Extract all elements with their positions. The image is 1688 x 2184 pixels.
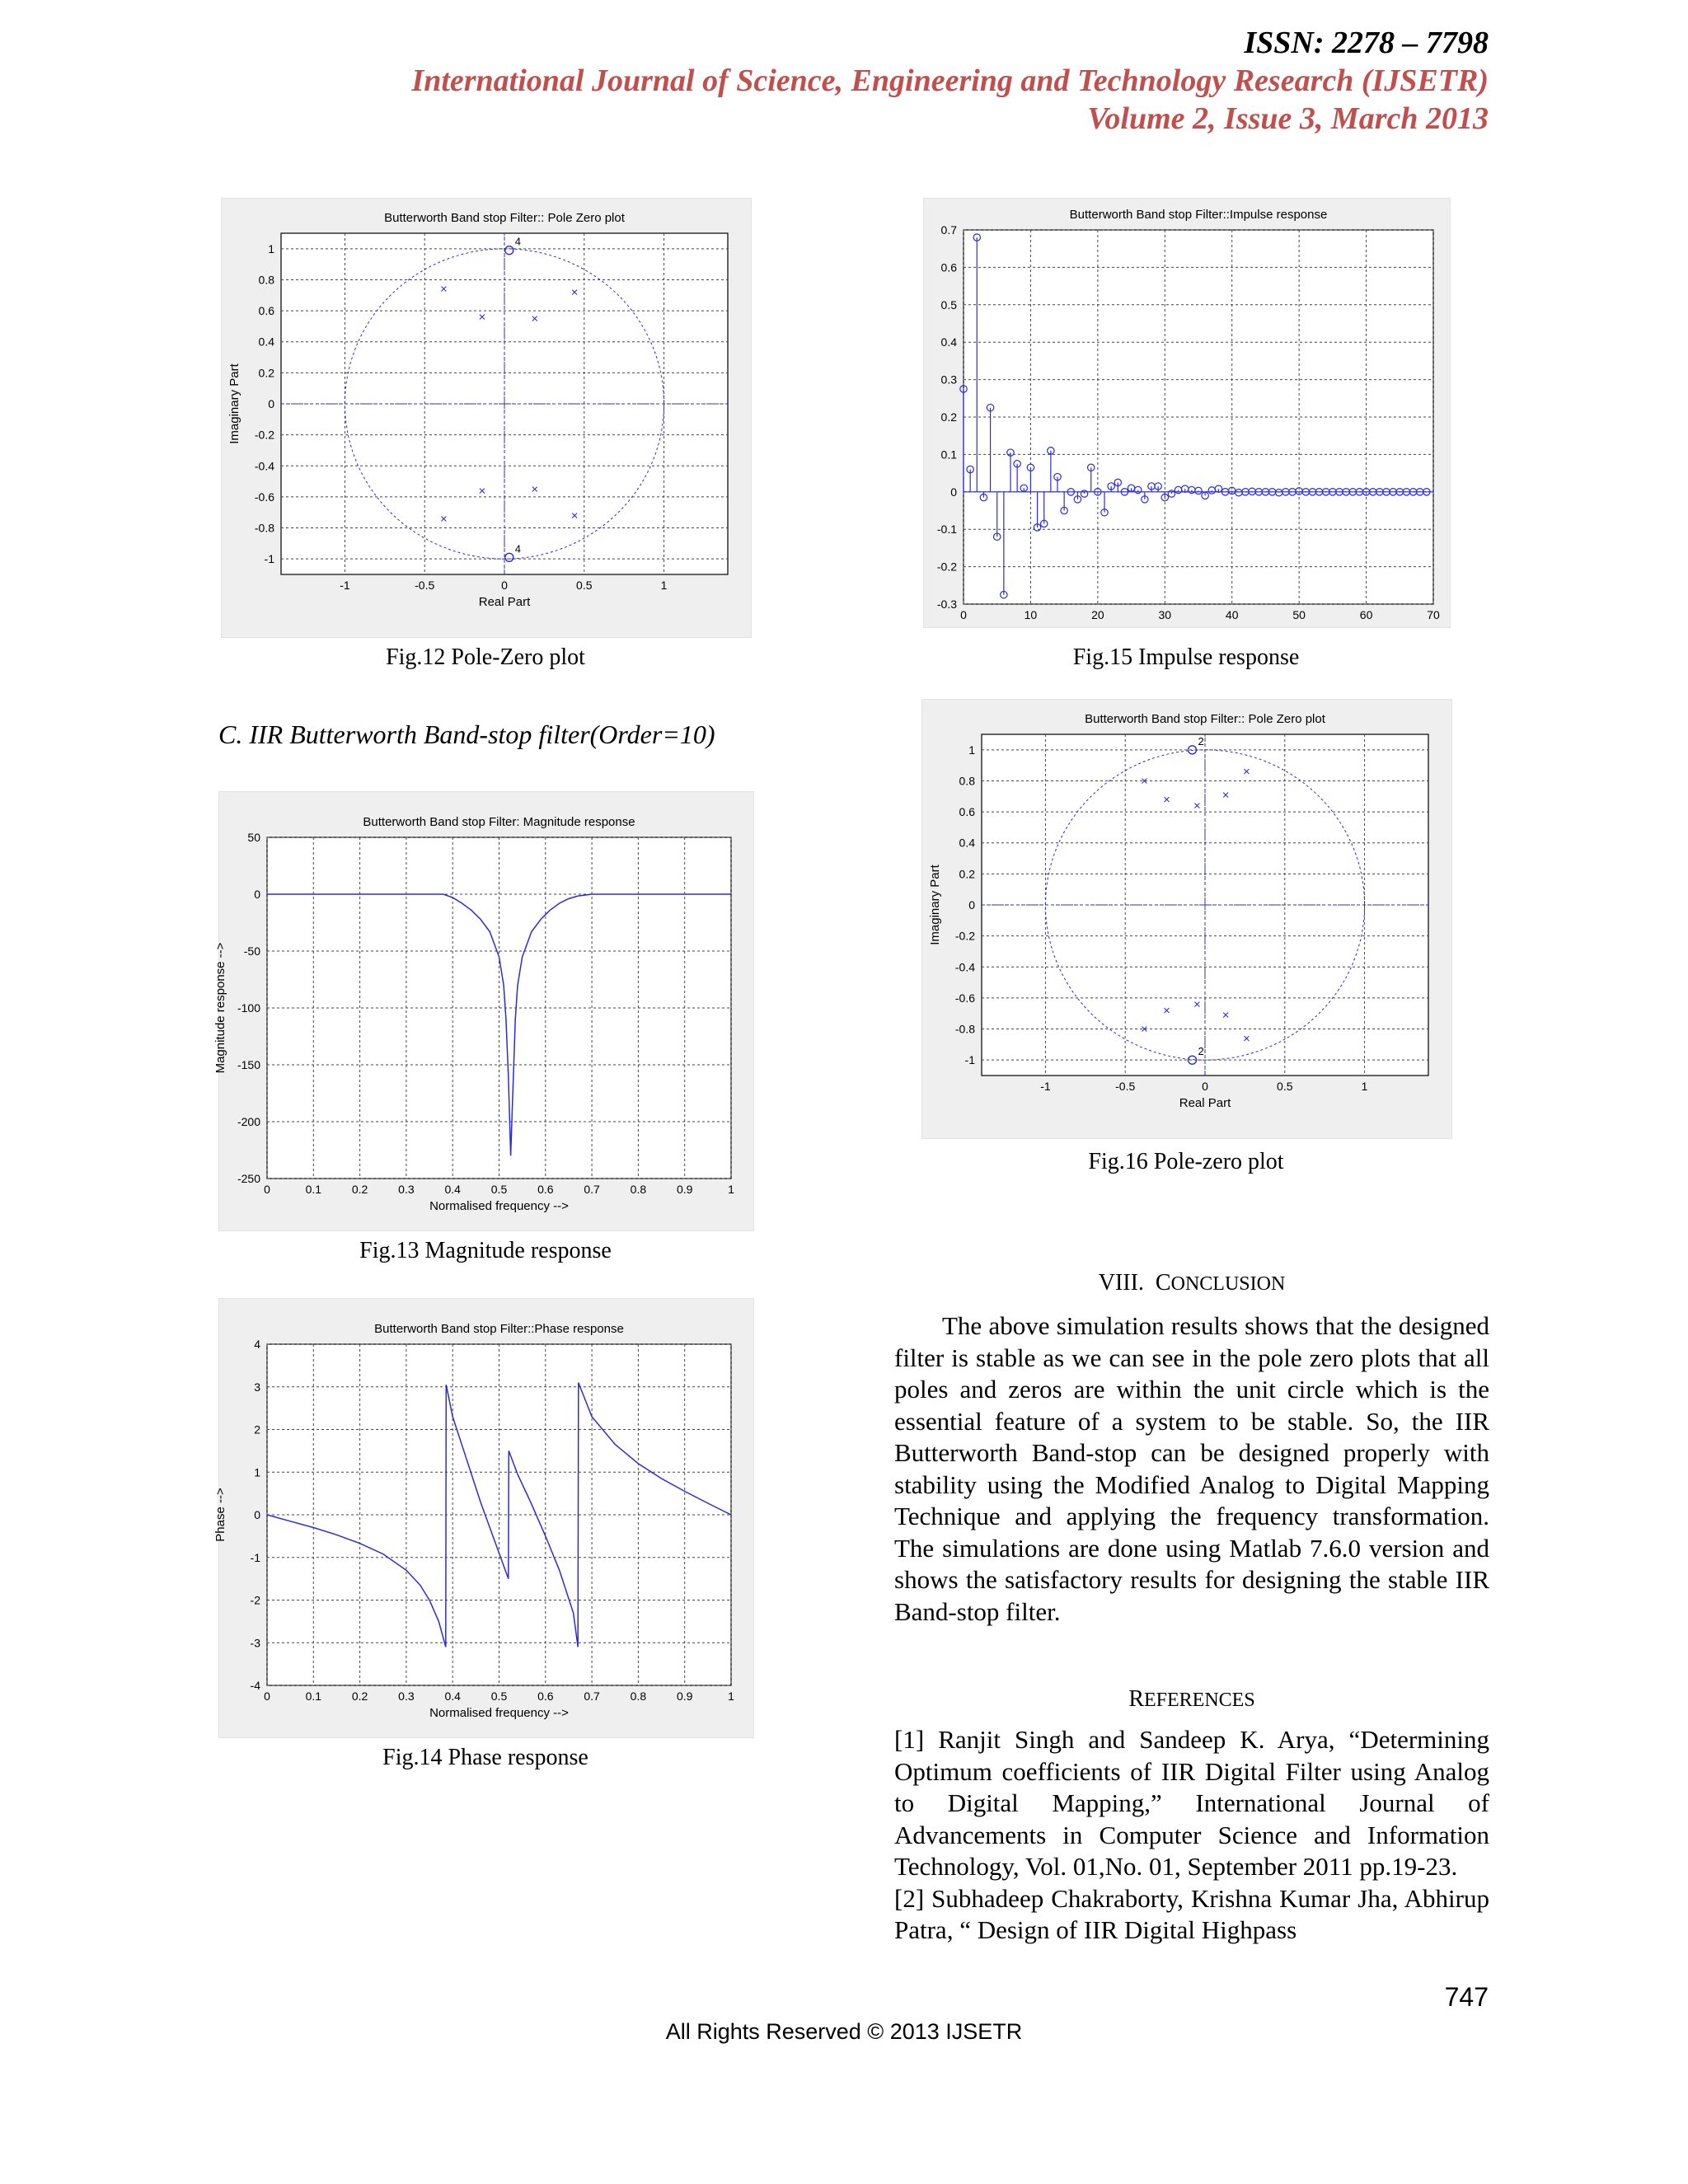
fig16-x-tick-label: 0 — [1202, 1080, 1208, 1093]
fig16-ylabel: Imaginary Part — [928, 865, 942, 945]
fig15-y-tick-label: -0.1 — [936, 523, 957, 537]
fig13-y-tick-label: 0 — [254, 888, 260, 901]
fig16-xlabel: Real Part — [1179, 1096, 1231, 1110]
fig14-y-tick-label: 1 — [254, 1465, 260, 1479]
fig12-y-tick-label: 0.2 — [258, 366, 274, 380]
fig16-pole-marker: × — [1163, 1003, 1170, 1018]
fig13-y-tick-label: -250 — [237, 1172, 260, 1185]
fig14-y-tick-label: 0 — [254, 1508, 260, 1521]
fig14-y-tick-label: 2 — [254, 1422, 260, 1436]
fig12-y-tick-label: 0.8 — [258, 273, 274, 287]
fig13-x-tick-label: 0.4 — [444, 1183, 461, 1196]
fig14-chart — [213, 1299, 753, 1737]
fig16-y-tick-label: -0.8 — [954, 1022, 975, 1036]
fig16-pole-marker: × — [1193, 799, 1201, 813]
fig12-pole-marker: × — [478, 484, 486, 499]
fig13-ylabel: Magnitude response --> — [213, 942, 227, 1074]
fig14-x-tick-label: 0.4 — [444, 1690, 461, 1703]
figure-13-magnitude-response — [213, 791, 754, 1231]
fig16-y-tick-label: -0.4 — [954, 960, 975, 974]
fig15-y-tick-label: -0.3 — [936, 598, 957, 611]
fig15-x-tick-label: 20 — [1091, 608, 1104, 621]
fig13-chart — [213, 792, 753, 1230]
journal-issn: ISSN: 2278 – 7798 — [1244, 26, 1489, 60]
fig14-x-tick-label: 0 — [264, 1690, 270, 1703]
fig13-x-tick-label: 0.2 — [351, 1183, 368, 1196]
fig14-x-tick-label: 1 — [728, 1690, 734, 1703]
fig13-y-tick-label: -50 — [243, 944, 260, 958]
fig12-caption: Fig.12 Pole-Zero plot — [386, 644, 585, 670]
fig14-x-tick-label: 0.5 — [490, 1690, 508, 1703]
conclusion-body — [894, 1310, 1489, 1628]
fig14-x-tick-label: 0.7 — [584, 1690, 600, 1703]
conclusion-paragraph: The above simulation results shows that the designed filter is stable as we can see in the pole zero plots that all poles and zeros are within the unit circle which is the essential feature of a system to be stable. So, the IIR Butterworth Band-stop can be designed properly with stability using the Modified Analog to Digital Mapping Technique and applying the frequency transformation. The simulations are done using Matlab 7.6.0 version and shows the satisfactory results for designing the stable IIR Band-stop filter. — [894, 1311, 1489, 1626]
fig15-y-tick-label: 0.4 — [940, 335, 957, 349]
fig12-ylabel: Imaginary Part — [227, 363, 241, 444]
fig12-xlabel: Real Part — [478, 595, 531, 609]
fig15-y-tick-label: 0.7 — [940, 223, 957, 237]
fig12-y-tick-label: 0 — [268, 397, 274, 410]
fig16-zero-multiplicity: 2 — [1198, 1045, 1204, 1058]
fig14-x-tick-label: 0.8 — [630, 1690, 647, 1703]
fig16-y-tick-label: -0.2 — [954, 929, 975, 943]
fig13-y-tick-label: 50 — [247, 831, 260, 844]
fig16-y-tick-label: -1 — [964, 1053, 975, 1067]
fig12-pole-marker: × — [440, 512, 448, 527]
fig13-x-tick-label: 0 — [264, 1183, 270, 1196]
fig12-y-tick-label: -0.8 — [254, 521, 274, 535]
fig14-y-tick-label: -3 — [250, 1636, 260, 1650]
reference-item-2: [2] Subhadeep Chakraborty, Krishna Kumar Jha, Abhirup Patra, “ Design of IIR Digital Highpass — [894, 1883, 1489, 1944]
page-footer: All Rights Reserved © 2013 IJSETR — [665, 2019, 1023, 2044]
fig12-y-tick-label: 0.6 — [258, 304, 274, 318]
fig13-x-tick-label: 1 — [728, 1183, 734, 1196]
fig12-pole-marker: × — [440, 282, 448, 297]
fig13-x-tick-label: 0.5 — [490, 1183, 508, 1196]
fig14-x-tick-label: 0.1 — [305, 1690, 322, 1703]
fig13-y-tick-label: -100 — [237, 1001, 260, 1015]
figure-12-pole-zero-plot — [221, 198, 752, 638]
fig16-y-tick-label: 0.2 — [959, 867, 975, 881]
fig13-y-tick-label: -200 — [237, 1115, 260, 1128]
fig12-x-tick-label: 0 — [501, 579, 508, 592]
fig12-x-tick-label: 1 — [660, 579, 668, 592]
fig16-pole-marker: × — [1141, 1022, 1148, 1037]
references-heading — [894, 1686, 1489, 1713]
fig13-xlabel: Normalised frequency --> — [429, 1199, 569, 1213]
fig12-pole-marker: × — [531, 312, 539, 326]
fig12-y-tick-label: -0.4 — [254, 459, 274, 473]
fig13-x-tick-label: 0.6 — [537, 1183, 554, 1196]
fig12-y-tick-label: -0.2 — [254, 428, 274, 442]
references-heading-initial: R — [1128, 1686, 1144, 1712]
fig15-x-tick-label: 70 — [1427, 608, 1440, 621]
fig12-chart — [222, 199, 751, 637]
fig15-caption: Fig.15 Impulse response — [1072, 644, 1300, 670]
fig12-y-tick-label: -1 — [264, 552, 274, 566]
fig16-x-tick-label: 1 — [1361, 1080, 1368, 1093]
fig16-y-tick-label: 0 — [968, 898, 975, 912]
fig12-pole-marker: × — [531, 482, 539, 497]
fig16-x-tick-label: -0.5 — [1115, 1080, 1136, 1093]
fig15-y-tick-label: 0.2 — [940, 410, 957, 424]
fig14-y-tick-label: -2 — [250, 1593, 260, 1607]
fig15-x-tick-label: 10 — [1024, 608, 1038, 621]
references-list — [894, 1724, 1489, 1947]
fig16-pole-marker: × — [1221, 1008, 1230, 1023]
fig12-zero-multiplicity: 4 — [514, 235, 522, 248]
fig12-pole-marker: × — [570, 509, 579, 523]
fig14-x-tick-label: 0.9 — [676, 1690, 693, 1703]
reference-item-1: [1] Ranjit Singh and Sandeep K. Arya, “Determining Optimum coefficients of IIR Digital Filter using Analog to Digital Mapping,” International Journal of Advancements in Computer Science and Information Technology, Vol. 01,No. 01, September 2011 pp.19-23. — [894, 1725, 1489, 1881]
fig15-title: Butterworth Band stop Filter::Impulse response — [1069, 208, 1328, 222]
journal-title: International Journal of Science, Engineering and Technology Research (IJSETR) — [411, 63, 1489, 98]
fig14-caption: Fig.14 Phase response — [382, 1745, 588, 1770]
fig14-y-tick-label: 3 — [254, 1380, 260, 1394]
fig13-y-tick-label: -150 — [237, 1058, 260, 1071]
fig15-y-tick-label: 0.1 — [940, 448, 957, 462]
fig12-zero-multiplicity: 4 — [514, 542, 522, 555]
fig16-y-tick-label: 0.8 — [959, 774, 975, 788]
fig15-x-tick-label: 0 — [960, 608, 967, 621]
fig15-chart — [924, 199, 1450, 627]
fig14-ylabel: Phase --> — [213, 1488, 227, 1542]
fig12-x-tick-label: 0.5 — [576, 579, 593, 592]
fig15-y-tick-label: 0.3 — [940, 373, 957, 387]
fig13-caption: Fig.13 Magnitude response — [359, 1238, 612, 1263]
fig12-x-tick-label: -1 — [340, 579, 350, 592]
journal-volume: Volume 2, Issue 3, March 2013 — [1087, 101, 1489, 136]
fig14-title: Butterworth Band stop Filter::Phase response — [374, 1322, 624, 1336]
figure-15-impulse-response — [923, 198, 1451, 628]
fig16-pole-marker: × — [1221, 788, 1230, 803]
fig16-pole-marker: × — [1242, 765, 1250, 780]
fig14-x-tick-label: 0.3 — [398, 1690, 415, 1703]
fig14-y-tick-label: -4 — [250, 1679, 260, 1692]
fig12-pole-marker: × — [570, 285, 579, 300]
fig12-title: Butterworth Band stop Filter:: Pole Zero plot — [384, 211, 625, 225]
conclusion-heading-rest: ONCLUSION — [1170, 1273, 1286, 1295]
fig16-x-tick-label: 0.5 — [1277, 1080, 1293, 1093]
fig13-x-tick-label: 0.8 — [630, 1183, 647, 1196]
fig16-title: Butterworth Band stop Filter:: Pole Zero plot — [1085, 712, 1325, 726]
fig16-y-tick-label: 1 — [968, 743, 975, 757]
fig13-x-tick-label: 0.1 — [305, 1183, 322, 1196]
fig15-y-tick-label: 0.5 — [940, 298, 957, 312]
fig15-x-tick-label: 60 — [1359, 608, 1373, 621]
fig13-x-tick-label: 0.3 — [398, 1183, 415, 1196]
fig16-y-tick-label: 0.4 — [959, 836, 975, 850]
conclusion-heading — [894, 1270, 1489, 1296]
fig16-pole-marker: × — [1141, 774, 1148, 789]
section-c-heading: C. IIR Butterworth Band-stop filter(Order=10) — [218, 719, 715, 749]
fig12-y-tick-label: 1 — [268, 241, 274, 255]
fig15-x-tick-label: 40 — [1225, 608, 1239, 621]
fig14-y-tick-label: -1 — [250, 1550, 260, 1564]
fig16-chart — [922, 700, 1451, 1138]
fig13-x-tick-label: 0.9 — [676, 1183, 693, 1196]
fig15-x-tick-label: 50 — [1292, 608, 1306, 621]
fig14-y-tick-label: 4 — [254, 1338, 260, 1351]
fig15-y-tick-label: 0 — [950, 485, 957, 499]
fig12-pole-marker: × — [478, 310, 486, 325]
fig14-xlabel: Normalised frequency --> — [429, 1706, 569, 1720]
page-number: 747 — [1444, 1982, 1489, 2012]
fig16-pole-marker: × — [1163, 793, 1170, 808]
fig16-pole-marker: × — [1242, 1031, 1250, 1046]
fig13-title: Butterworth Band stop Filter: Magnitude response — [363, 815, 635, 829]
figure-14-phase-response — [213, 1298, 754, 1738]
fig14-x-tick-label: 0.2 — [351, 1690, 368, 1703]
fig16-pole-marker: × — [1193, 997, 1201, 1012]
fig16-x-tick-label: -1 — [1040, 1080, 1051, 1093]
fig16-y-tick-label: 0.6 — [959, 805, 975, 819]
fig15-y-tick-label: -0.2 — [936, 560, 957, 574]
fig14-x-tick-label: 0.6 — [537, 1690, 554, 1703]
conclusion-heading-initial: C — [1155, 1270, 1171, 1296]
fig16-zero-multiplicity: 2 — [1198, 734, 1204, 748]
fig13-x-tick-label: 0.7 — [584, 1183, 600, 1196]
figure-16-pole-zero-plot — [921, 699, 1452, 1139]
fig16-caption: Fig.16 Pole-zero plot — [1088, 1149, 1284, 1174]
fig16-y-tick-label: -0.6 — [954, 991, 975, 1005]
fig12-y-tick-label: -0.6 — [254, 490, 274, 504]
references-heading-rest: EFERENCES — [1144, 1690, 1255, 1711]
fig12-x-tick-label: -0.5 — [415, 579, 435, 592]
fig15-y-tick-label: 0.6 — [940, 260, 957, 274]
fig12-y-tick-label: 0.4 — [258, 335, 274, 349]
conclusion-heading-number: VIII. — [1098, 1270, 1144, 1296]
fig15-x-tick-label: 30 — [1158, 608, 1172, 621]
